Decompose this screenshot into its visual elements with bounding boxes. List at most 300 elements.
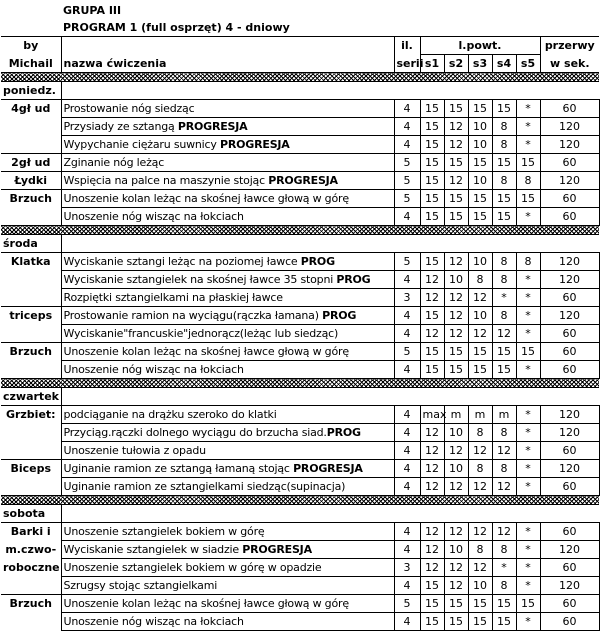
exercise-name-text: Unoszenie kolan leżąc na skośnej ławce głową w górę (63, 345, 349, 358)
reps-s5: * (516, 118, 540, 136)
exercise-name-text: Unoszenie tułowia z opadu (63, 444, 206, 457)
reps-s1: 15 (420, 172, 444, 190)
exercise-name-text: Uginanie ramion ze sztangielkami siedząc(supinacja) (63, 480, 346, 493)
exercise-name-text: Unoszenie nóg wisząc na łokciach (63, 363, 244, 376)
rest-seconds: 120 (540, 271, 599, 289)
reps-s1: 12 (420, 541, 444, 559)
muscle-group-label: roboczne (3, 561, 60, 574)
exercise-row (1, 406, 599, 424)
hatch-cell (61, 73, 599, 82)
muscle-group-cell (1, 559, 61, 577)
series-count: 4 (394, 118, 420, 136)
reps-s2: 15 (444, 190, 468, 208)
reps-s4: 15 (492, 208, 516, 226)
reps-s2: 12 (444, 118, 468, 136)
series-count: 3 (394, 559, 420, 577)
muscle-group-cell (1, 361, 61, 379)
exercise-row (1, 208, 599, 226)
exercise-name (61, 190, 394, 208)
exercise-name-header: nazwa ćwiczenia (61, 55, 394, 73)
muscle-group-label: Barki i (10, 525, 51, 539)
series-count: 5 (394, 595, 420, 613)
exercise-name-text: Prostowanie ramion na wyciągu(rączka łamana) (63, 309, 323, 322)
muscle-group-cell (1, 460, 61, 478)
exercise-name (61, 307, 394, 325)
rest-seconds: 60 (540, 595, 599, 613)
reps-s5: * (516, 100, 540, 118)
reps-s5: * (516, 136, 540, 154)
exercise-row (1, 289, 599, 307)
reps-s3: 12 (468, 523, 492, 541)
exercise-row (1, 325, 599, 343)
series-count: 4 (394, 208, 420, 226)
reps-s4: 15 (492, 361, 516, 379)
series-count: 5 (394, 343, 420, 361)
reps-s3: 15 (468, 613, 492, 631)
rest-seconds: 120 (540, 253, 599, 271)
day-separator-row (1, 73, 599, 82)
reps-s4: 8 (492, 253, 516, 271)
series-count: 5 (394, 154, 420, 172)
reps-s2: 12 (444, 559, 468, 577)
series-count: 4 (394, 100, 420, 118)
reps-s4: 8 (492, 172, 516, 190)
reps-s4: 8 (492, 541, 516, 559)
reps-s4: 15 (492, 595, 516, 613)
muscle-group-label: triceps (9, 309, 53, 323)
exercise-name (61, 424, 394, 442)
series-count: 3 (394, 289, 420, 307)
reps-s1: 15 (420, 190, 444, 208)
reps-s5: * (516, 577, 540, 595)
reps-s4: 8 (492, 118, 516, 136)
reps-s4: 12 (492, 442, 516, 460)
rest-seconds: 60 (540, 208, 599, 226)
exercise-name (61, 613, 394, 631)
reps-s4: 8 (492, 136, 516, 154)
day-separator-row (1, 379, 599, 388)
series-count: 5 (394, 253, 420, 271)
rest-seconds: 60 (540, 325, 599, 343)
program-table (1, 2, 600, 631)
exercise-name (61, 343, 394, 361)
muscle-group-cell (1, 208, 61, 226)
muscle-group-label: Brzuch (9, 597, 52, 611)
reps-s4: m (492, 406, 516, 424)
reps-s3: 10 (468, 172, 492, 190)
exercise-name-text: Wspięcia na palce na maszynie stojąc (63, 174, 269, 187)
exercise-name (61, 577, 394, 595)
reps-s2: 10 (444, 460, 468, 478)
reps-s5: * (516, 613, 540, 631)
muscle-group-cell (1, 289, 61, 307)
reps-s5: * (516, 559, 540, 577)
reps-s5: * (516, 361, 540, 379)
reps-s1: 15 (420, 577, 444, 595)
muscle-group-cell (1, 154, 61, 172)
reps-s5: * (516, 478, 540, 496)
exercise-name (61, 559, 394, 577)
reps-s1: 15 (420, 253, 444, 271)
reps-s5: * (516, 523, 540, 541)
reps-s3: 15 (468, 595, 492, 613)
series-header: il. (394, 37, 420, 55)
reps-s2: 12 (444, 307, 468, 325)
exercise-name (61, 289, 394, 307)
exercise-name-text: Wypychanie ciężaru suwnicy (63, 138, 220, 151)
reps-s3: 8 (468, 460, 492, 478)
exercise-name (61, 136, 394, 154)
rest-seconds: 60 (540, 343, 599, 361)
series-header-2: serii (394, 55, 420, 73)
exercise-row (1, 460, 599, 478)
exercise-row (1, 613, 599, 631)
reps-s4: 8 (492, 424, 516, 442)
reps-s4: 8 (492, 271, 516, 289)
hatch-cell (61, 496, 599, 505)
reps-s1: 15 (420, 118, 444, 136)
exercise-name-text: podciąganie na drążku szeroko do klatki (63, 408, 277, 421)
hatch-cell (61, 226, 599, 235)
series-count: 5 (394, 190, 420, 208)
reps-s2: 12 (444, 289, 468, 307)
reps-s5: * (516, 271, 540, 289)
day-row (1, 505, 599, 523)
reps-s3: 10 (468, 118, 492, 136)
rest-seconds: 60 (540, 478, 599, 496)
reps-s1: 12 (420, 271, 444, 289)
exercise-row (1, 424, 599, 442)
hatch-cell (1, 226, 61, 235)
reps-s5: 15 (516, 595, 540, 613)
reps-s3: 15 (468, 100, 492, 118)
exercise-row (1, 307, 599, 325)
reps-s5: * (516, 325, 540, 343)
day-label: czwartek (1, 388, 61, 406)
day-separator-row (1, 496, 599, 505)
reps-s2: 12 (444, 577, 468, 595)
rest-seconds: 60 (540, 361, 599, 379)
muscle-group-label: m.czwo- (5, 543, 57, 556)
reps-s2: 10 (444, 271, 468, 289)
day-row-spacer (61, 235, 599, 253)
rest-seconds: 120 (540, 541, 599, 559)
day-row-spacer (61, 505, 599, 523)
exercise-name-text: Przysiady ze sztangą (63, 120, 178, 133)
hatch-cell (1, 496, 61, 505)
reps-s4: 15 (492, 154, 516, 172)
muscle-group-cell (1, 136, 61, 154)
reps-s5: 15 (516, 343, 540, 361)
exercise-name-text: Unoszenie kolan leżąc na skośnej ławce głową w górę (63, 192, 349, 205)
rest-seconds: 60 (540, 523, 599, 541)
exercise-row (1, 271, 599, 289)
rest-seconds: 60 (540, 289, 599, 307)
day-label: sobota (1, 505, 61, 523)
exercise-name (61, 478, 394, 496)
muscle-group-label: Biceps (10, 462, 52, 476)
reps-s2: 12 (444, 253, 468, 271)
reps-s5: * (516, 208, 540, 226)
reps-s4: 8 (492, 577, 516, 595)
reps-header: l.powt. (420, 37, 540, 55)
exercise-name-text: Wyciskanie"francuskie"jednorącz(leżąc lub siedząc) (63, 327, 339, 340)
exercise-name (61, 595, 394, 613)
exercise-name-text: Unoszenie nóg wisząc na łokciach (63, 615, 244, 628)
reps-s5: 15 (516, 190, 540, 208)
reps-s3: 12 (468, 325, 492, 343)
author-label: by (1, 37, 61, 55)
rest-seconds: 120 (540, 136, 599, 154)
reps-s2: 10 (444, 424, 468, 442)
series-count: 4 (394, 406, 420, 424)
reps-s4: 12 (492, 523, 516, 541)
reps-s5: * (516, 289, 540, 307)
reps-s2: 15 (444, 208, 468, 226)
exercise-name (61, 271, 394, 289)
reps-s1: 15 (420, 154, 444, 172)
muscle-group-cell (1, 343, 61, 361)
rest-header-2: w sek. (550, 56, 590, 70)
rest-seconds: 120 (540, 307, 599, 325)
exercise-row (1, 559, 599, 577)
exercise-row (1, 361, 599, 379)
day-row (1, 388, 599, 406)
reps-s1: max (420, 406, 444, 424)
reps-s1: 12 (420, 424, 444, 442)
reps-s4: 15 (492, 100, 516, 118)
exercise-name (61, 208, 394, 226)
reps-s1: 15 (420, 361, 444, 379)
reps-s3: 15 (468, 190, 492, 208)
muscle-group-cell (1, 118, 61, 136)
day-row (1, 82, 599, 100)
muscle-group-cell (1, 307, 61, 325)
reps-s3: 10 (468, 307, 492, 325)
muscle-group-cell (1, 253, 61, 271)
exercise-row (1, 595, 599, 613)
day-row-spacer (61, 388, 599, 406)
series-count: 4 (394, 460, 420, 478)
rest-seconds: 120 (540, 424, 599, 442)
program-title: PROGRAM 1 (full osprzęt) 4 - dniowy (63, 21, 290, 34)
reps-s3: 15 (468, 361, 492, 379)
exercise-row (1, 154, 599, 172)
exercise-row (1, 100, 599, 118)
exercise-name (61, 118, 394, 136)
exercise-row (1, 172, 599, 190)
exercise-name-text: Przyciąg.rączki dolnego wyciągu do brzucha siad. (63, 426, 327, 439)
series-count: 4 (394, 613, 420, 631)
exercise-name (61, 325, 394, 343)
set-header-s2: s2 (444, 55, 468, 73)
rest-header: przerwy (540, 37, 599, 55)
reps-s4: * (492, 559, 516, 577)
reps-s1: 15 (420, 136, 444, 154)
exercise-name-text: Wyciskanie sztangielek na skośnej ławce 35 stopni (63, 273, 337, 286)
muscle-group-label: Brzuch (9, 192, 52, 206)
progression-label: PROGRESJA (220, 138, 290, 151)
reps-s4: 8 (492, 307, 516, 325)
rest-seconds: 120 (540, 460, 599, 478)
exercise-name-text: Unoszenie nóg wisząc na łokciach (63, 210, 244, 223)
reps-s2: 12 (444, 172, 468, 190)
progression-label: PROG (300, 255, 335, 268)
reps-s4: 12 (492, 478, 516, 496)
exercise-name (61, 361, 394, 379)
day-label: środa (1, 235, 61, 253)
exercise-name (61, 442, 394, 460)
progression-label: PROGRESJA (177, 120, 248, 133)
series-count: 4 (394, 136, 420, 154)
exercise-name (61, 460, 394, 478)
series-count: 4 (394, 325, 420, 343)
reps-s1: 15 (420, 100, 444, 118)
reps-s5: * (516, 460, 540, 478)
muscle-group-cell (1, 442, 61, 460)
reps-s2: 15 (444, 595, 468, 613)
reps-s1: 12 (420, 442, 444, 460)
reps-s1: 12 (420, 460, 444, 478)
reps-s4: * (492, 289, 516, 307)
reps-s3: 12 (468, 478, 492, 496)
reps-s3: 12 (468, 289, 492, 307)
reps-s5: * (516, 424, 540, 442)
day-row-spacer (61, 82, 599, 100)
muscle-group-label: Łydki (14, 174, 47, 187)
reps-s2: 12 (444, 478, 468, 496)
hatch-cell (61, 379, 599, 388)
reps-s3: 12 (468, 559, 492, 577)
set-header-s5: s5 (516, 55, 540, 73)
series-count: 4 (394, 541, 420, 559)
series-count: 4 (394, 577, 420, 595)
progression-label: PROG (326, 426, 361, 439)
muscle-group-cell (1, 100, 61, 118)
exercise-row (1, 118, 599, 136)
series-count: 5 (394, 172, 420, 190)
muscle-group-label: Grzbiet: (5, 408, 56, 422)
reps-s3: 8 (468, 271, 492, 289)
muscle-group-label: Klatka (10, 255, 51, 269)
exercise-name (61, 172, 394, 190)
exercise-row (1, 253, 599, 271)
muscle-group-cell (1, 424, 61, 442)
reps-s1: 15 (420, 613, 444, 631)
reps-s1: 12 (420, 325, 444, 343)
muscle-group-cell (1, 190, 61, 208)
hatch-cell (1, 73, 61, 82)
exercise-name-text: Unoszenie sztangielek bokiem w górę (63, 525, 265, 538)
progression-label: PROG (322, 309, 357, 322)
reps-s3: 15 (468, 208, 492, 226)
muscle-group-cell (1, 613, 61, 631)
muscle-group-cell (1, 577, 61, 595)
exercise-name-text: Unoszenie sztangielek bokiem w górę w opadzie (63, 561, 322, 574)
group-title: GRUPA III (63, 4, 122, 17)
reps-s3: 12 (468, 442, 492, 460)
exercise-name (61, 154, 394, 172)
author-name: Michail (1, 55, 61, 73)
exercise-row (1, 523, 599, 541)
muscle-group-cell (1, 523, 61, 541)
progression-label: PROGRESJA (242, 543, 312, 556)
series-count: 4 (394, 271, 420, 289)
exercise-name-text: Unoszenie kolan leżąc na skośnej ławce głową w górę (63, 597, 349, 610)
reps-s1: 15 (420, 343, 444, 361)
reps-s5: * (516, 442, 540, 460)
reps-s3: 10 (468, 136, 492, 154)
rest-seconds: 60 (540, 442, 599, 460)
progression-label: PROGRESJA (268, 174, 338, 187)
reps-s3: 15 (468, 343, 492, 361)
reps-s2: 12 (444, 136, 468, 154)
rest-seconds: 60 (540, 154, 599, 172)
exercise-row (1, 136, 599, 154)
rest-seconds: 120 (540, 118, 599, 136)
muscle-group-cell (1, 325, 61, 343)
series-count: 4 (394, 424, 420, 442)
reps-s1: 15 (420, 208, 444, 226)
rest-seconds: 120 (540, 172, 599, 190)
muscle-group-cell (1, 271, 61, 289)
reps-s3: 8 (468, 541, 492, 559)
muscle-group-cell (1, 478, 61, 496)
reps-s5: 8 (516, 253, 540, 271)
series-count: 4 (394, 361, 420, 379)
reps-s2: 15 (444, 613, 468, 631)
exercise-name-text: Rozpiętki sztangielkami na płaskiej ławce (63, 291, 283, 304)
series-count: 4 (394, 442, 420, 460)
reps-s2: 12 (444, 325, 468, 343)
reps-s1: 12 (420, 478, 444, 496)
exercise-name (61, 100, 394, 118)
exercise-row (1, 541, 599, 559)
reps-s2: 10 (444, 541, 468, 559)
exercise-name (61, 523, 394, 541)
reps-s2: 12 (444, 523, 468, 541)
day-label: poniedz. (1, 82, 61, 100)
reps-s5: * (516, 307, 540, 325)
reps-s3: 10 (468, 577, 492, 595)
muscle-group-cell (1, 172, 61, 190)
exercise-name-text: Szrugsy stojąc sztangielkami (63, 579, 218, 592)
day-separator-row (1, 226, 599, 235)
reps-s2: m (444, 406, 468, 424)
muscle-group-label: Brzuch (9, 345, 52, 359)
rest-seconds: 120 (540, 577, 599, 595)
reps-s2: 15 (444, 154, 468, 172)
rest-seconds: 60 (540, 100, 599, 118)
exercise-name-text: Zginanie nóg leżąc (63, 156, 165, 169)
series-count: 4 (394, 478, 420, 496)
rest-seconds: 60 (540, 559, 599, 577)
reps-s2: 15 (444, 100, 468, 118)
exercise-row (1, 343, 599, 361)
muscle-group-cell (1, 406, 61, 424)
reps-s2: 15 (444, 361, 468, 379)
exercise-name (61, 253, 394, 271)
reps-s1: 12 (420, 523, 444, 541)
reps-s1: 12 (420, 559, 444, 577)
set-header-s4: s4 (492, 55, 516, 73)
reps-s4: 15 (492, 343, 516, 361)
exercise-row (1, 442, 599, 460)
exercise-name (61, 406, 394, 424)
series-count: 4 (394, 307, 420, 325)
reps-s2: 12 (444, 442, 468, 460)
reps-s5: 15 (516, 154, 540, 172)
